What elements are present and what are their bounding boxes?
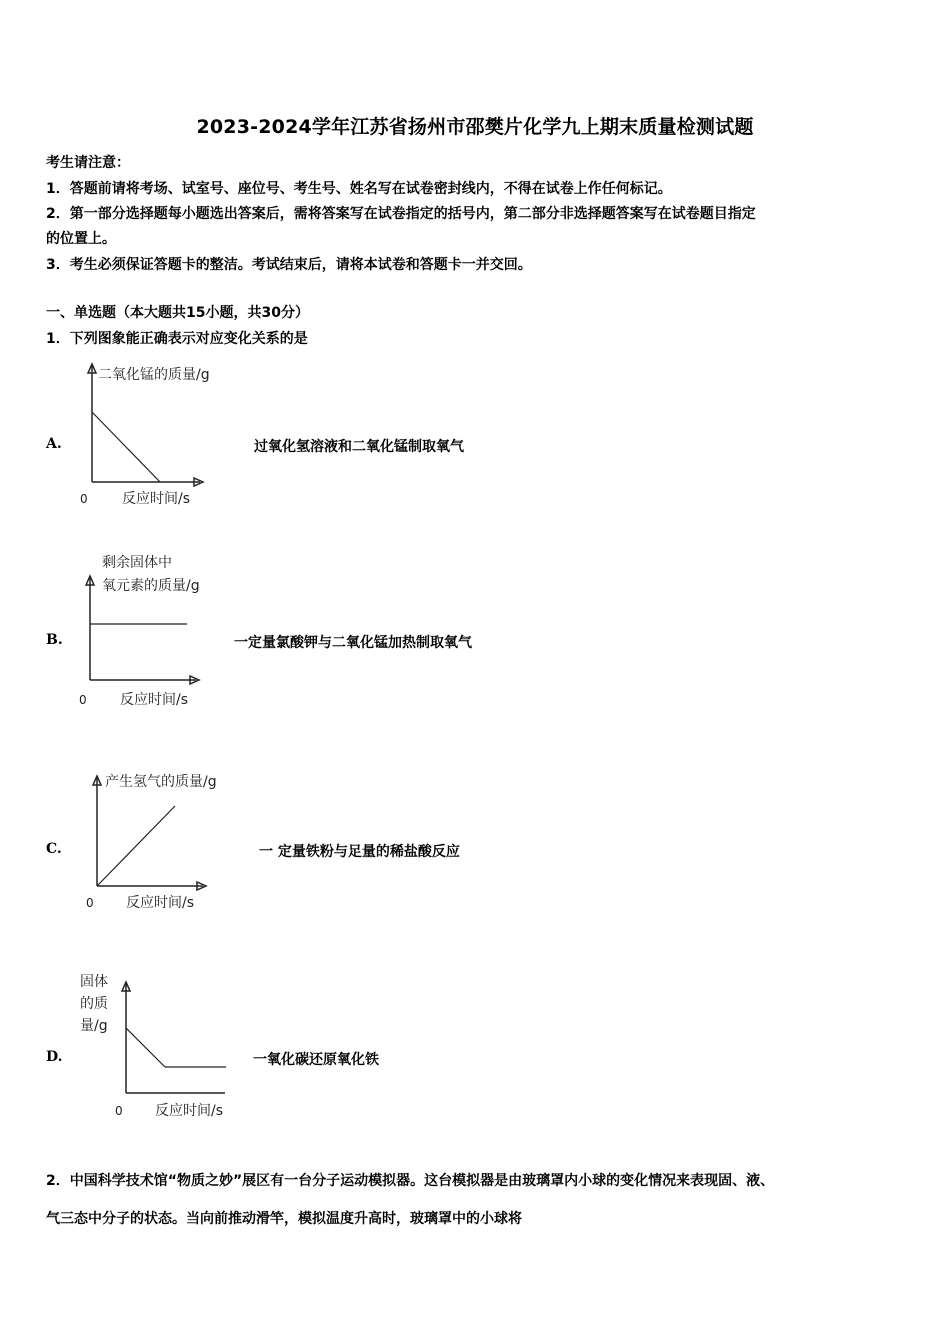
origin-label: 0 [80,492,88,506]
option-d-graph [75,966,255,1126]
option-c-label: C. [46,841,62,857]
x-axis-label: 反应时间/s [120,692,189,708]
notice-item-2-cont: 的位置上。 [46,231,116,247]
option-a-desc: 过氧化氢溶液和二氧化锰制取氧气 [254,439,464,455]
option-a-label: A. [46,436,62,452]
origin-label: 0 [115,1104,123,1118]
notice-heading: 考生请注意： [46,155,130,171]
option-a-graph [70,360,240,515]
option-c-desc: 一 定量铁粉与足量的稀盐酸反应 [259,844,460,860]
curve [97,806,175,886]
notice-item-3: 3．考生必须保证答题卡的整洁。考试结束后，请将本试卷和答题卡一并交回。 [46,257,532,273]
page-title: 2023-2024学年江苏省扬州市邵樊片化学九上期末质量检测试题 [196,116,754,138]
y-axis-label-line-2: 的质 [80,996,108,1012]
question-2-line-1: 2．中国科学技术馆“物质之妙”展区有一台分子运动模拟器。这台模拟器是由玻璃罩内小球的变化情况来表现固、液、 [46,1173,775,1189]
y-axis-label-line-3: 量/g [80,1018,108,1034]
y-axis-label-line-1: 剩余固体中 [102,555,172,571]
option-d-label: D. [46,1049,63,1065]
curve-descending [126,1028,165,1067]
curve [92,412,160,482]
option-b-label: B. [46,632,63,648]
y-axis-label-line-2: 氧元素的质量/g [102,578,200,594]
option-c-graph [75,766,260,916]
option-b-desc: 一定量氯酸钾与二氧化锰加热制取氧气 [234,635,472,651]
y-axis-label-line-1: 固体 [80,974,108,990]
section-heading: 一、单选题（本大题共15小题，共30分） [46,305,309,321]
y-axis-label: 产生氢气的质量/g [105,774,217,790]
option-d-desc: 一氧化碳还原氧化铁 [253,1052,379,1068]
notice-item-1: 1．答题前请将考场、试室号、座位号、考生号、姓名写在试卷密封线内，不得在试卷上作任何标记。 [46,181,672,197]
question-2-line-2: 气三态中分子的状态。当向前推动滑竿，模拟温度升高时，玻璃罩中的小球将 [46,1211,522,1227]
y-axis-label: 二氧化锰的质量/g [98,367,210,383]
question-1-stem: 1．下列图象能正确表示对应变化关系的是 [46,331,308,347]
x-axis-label: 反应时间/s [126,895,195,911]
origin-label: 0 [79,693,87,707]
notice-item-2: 2．第一部分选择题每小题选出答案后，需将答案写在试卷指定的括号内，第二部分非选择题答案写在试卷题目指定 [46,206,756,222]
x-axis-label: 反应时间/s [122,491,191,507]
origin-label: 0 [86,896,94,910]
x-axis-label: 反应时间/s [155,1103,224,1119]
option-b-graph [70,548,240,713]
